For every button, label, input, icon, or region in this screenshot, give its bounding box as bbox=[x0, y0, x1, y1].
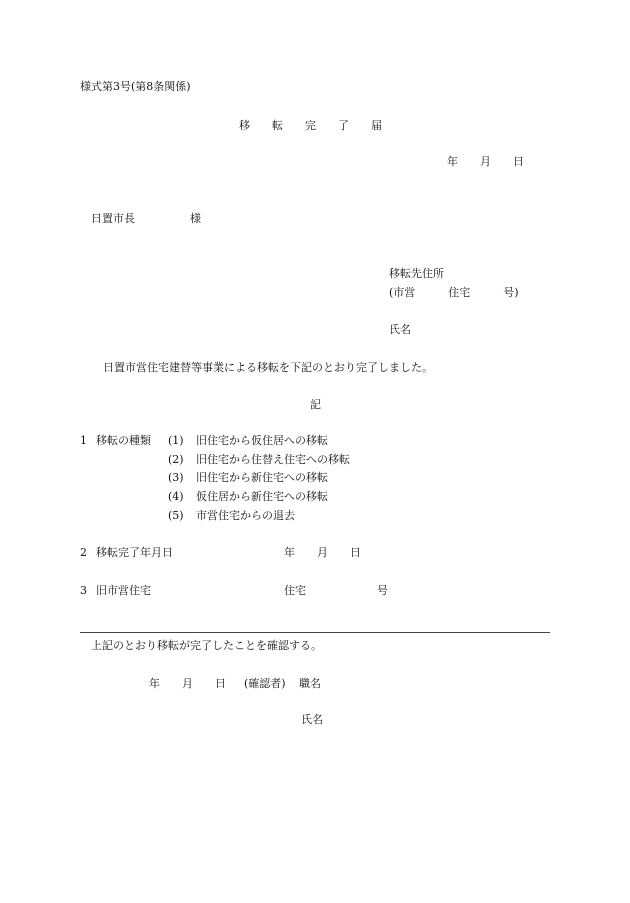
ki-heading: 記 bbox=[310, 398, 321, 411]
position-label: 職名 bbox=[299, 677, 321, 690]
option-number: (3) bbox=[168, 471, 184, 484]
option-text: 市営住宅からの退去 bbox=[196, 509, 295, 522]
item3-housing: 住宅 bbox=[284, 584, 306, 597]
divider-line bbox=[80, 632, 550, 633]
item2-label: 移転完了年月日 bbox=[96, 546, 173, 559]
option-text: 仮住居から新住宅への移転 bbox=[196, 490, 328, 503]
address-label: 移転先住所 bbox=[389, 267, 444, 280]
item1-label: 移転の種類 bbox=[96, 434, 151, 447]
form-number: 様式第3号(第8条関係) bbox=[80, 80, 191, 93]
confirmer-label: (確認者) bbox=[244, 677, 286, 690]
document-title: 移 転 完 了 届 bbox=[239, 119, 382, 132]
option-number: (5) bbox=[168, 509, 184, 522]
item2-date: 年 月 日 bbox=[284, 546, 361, 559]
item3-number-suffix: 号 bbox=[377, 584, 388, 597]
option-text: 旧住宅から新住宅への移転 bbox=[196, 471, 328, 484]
address-detail: (市営 住宅 号) bbox=[389, 286, 519, 299]
item2-number: 2 bbox=[80, 546, 87, 559]
option-number: (4) bbox=[168, 490, 184, 503]
option-text: 旧住宅から住替え住宅への移転 bbox=[196, 453, 350, 466]
confirmation-text: 上記のとおり移転が完了したことを確認する。 bbox=[91, 639, 322, 652]
submission-date: 年 月 日 bbox=[447, 155, 524, 168]
item3-number: 3 bbox=[80, 584, 87, 597]
item3-label: 旧市営住宅 bbox=[96, 584, 151, 597]
addressee: 日置市長 様 bbox=[91, 212, 201, 225]
confirmation-date: 年 月 日 bbox=[149, 677, 226, 690]
item1-number: 1 bbox=[80, 434, 87, 447]
body-text: 日置市営住宅建替等事業による移転を下記のとおり完了しました。 bbox=[103, 361, 433, 374]
option-number: (2) bbox=[168, 453, 184, 466]
confirmer-name-label: 氏名 bbox=[301, 713, 323, 726]
option-text: 旧住宅から仮住居への移転 bbox=[196, 434, 328, 447]
option-number: (1) bbox=[168, 434, 184, 447]
applicant-name-label: 氏名 bbox=[389, 323, 411, 336]
